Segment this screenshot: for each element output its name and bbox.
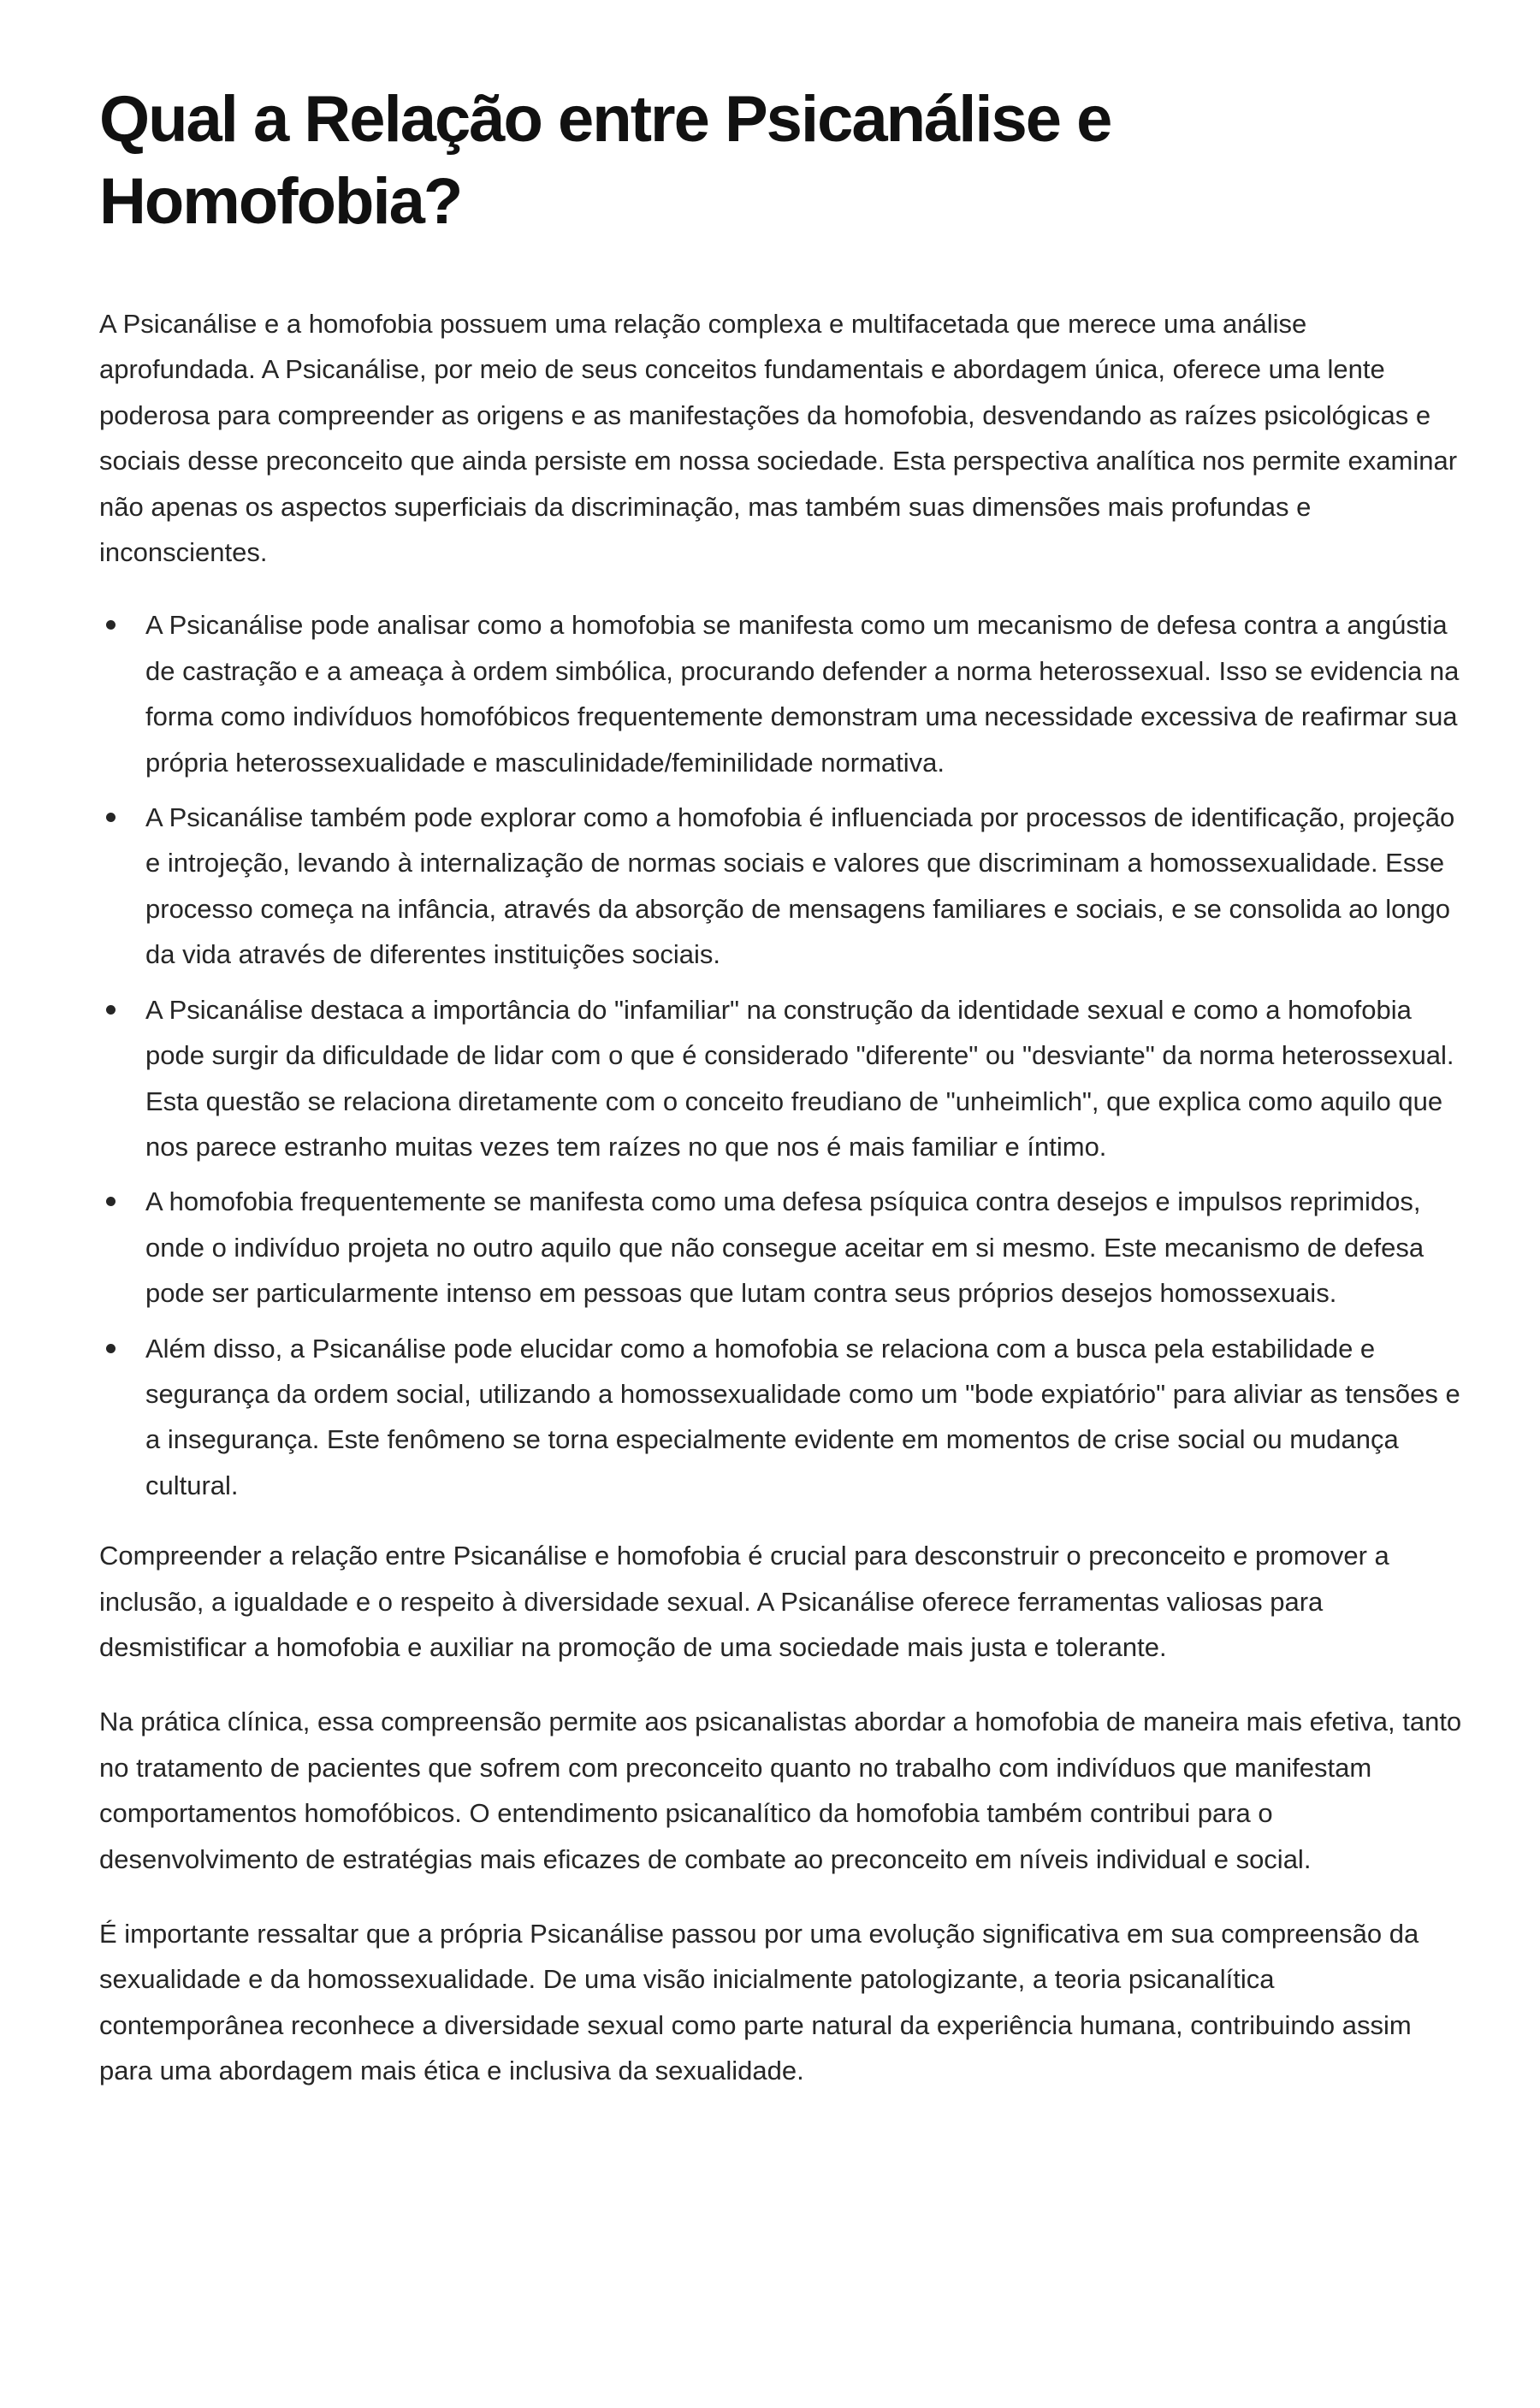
list-item: [99, 1179, 1463, 1316]
page-title: Qual a Relação entre Psicanálise e Homofobia?: [99, 83, 1111, 238]
bullet-icon: [106, 1005, 116, 1015]
list-item-text: A Psicanálise destaca a importância do "infamiliar" na construção da identidade sexual e como a homofobia pode surgir da dificuldade de lidar com o que é considerado "diferente" ou "desviante" da norma heterossexual. Esta questão se relaciona diretamente com o conceito freudiano de "unheimlich", que explica como aquilo que nos parece estranho muitas vezes tem raízes no que nos é mais familiar e íntimo.: [145, 994, 1454, 1162]
body-paragraph: Compreender a relação entre Psicanálise e homofobia é crucial para desconstruir o preconceito e promover a inclusão, a igualdade e o respeito à diversidade sexual. A Psicanálise oferece ferramentas valiosas para desmistificar a homofobia e auxiliar na promoção de uma sociedade mais justa e tolerante.: [99, 1541, 1389, 1662]
list-item: [99, 1326, 1463, 1509]
bullet-list: [99, 602, 1463, 1508]
bullet-icon: [106, 1344, 116, 1353]
intro-paragraph: A Psicanálise e a homofobia possuem uma relação complexa e multifacetada que merece uma análise aprofundada. A Psicanálise, por meio de seus conceitos fundamentais e abordagem única, oferece uma lente poderosa para compreender as origens e as manifestações da homofobia, desvendando as raízes psicológicas e sociais desse preconceito que ainda persiste em nossa sociedade. Esta perspectiva analítica nos permite examinar não apenas os aspectos superficiais da discriminação, mas também suas dimensões mais profundas e inconscientes.: [99, 309, 1458, 568]
bullet-icon: [106, 620, 116, 630]
list-item: [99, 602, 1463, 785]
list-item: [99, 987, 1463, 1170]
bullet-icon: [106, 813, 116, 822]
list-item-text: A homofobia frequentemente se manifesta como uma defesa psíquica contra desejos e impulsos reprimidos, onde o indivíduo projeta no outro aquilo que não consegue aceitar em si mesmo. Este mecanismo de defesa pode ser particularmente intenso em pessoas que lutam contra seus próprios desejos homossexuais.: [145, 1186, 1424, 1309]
body-paragraph: É importante ressaltar que a própria Psicanálise passou por uma evolução significativa em sua compreensão da sexualidade e da homossexualidade. De uma visão inicialmente patologizante, a teoria psicanalítica contemporânea reconhece a diversidade sexual como parte natural da experiência humana, contribuindo assim para uma abordagem mais ética e inclusiva da sexualidade.: [99, 1919, 1419, 2086]
body-paragraph: Na prática clínica, essa compreensão permite aos psicanalistas abordar a homofobia de maneira mais efetiva, tanto no tratamento de pacientes que sofrem com preconceito quanto no trabalho com indivíduos que manifestam comportamentos homofóbicos. O entendimento psicanalítico da homofobia também contribui para o desenvolvimento de estratégias mais eficazes de combate ao preconceito em níveis individual e social.: [99, 1707, 1462, 1874]
list-item-text: A Psicanálise também pode explorar como a homofobia é influenciada por processos de identificação, projeção e introjeção, levando à internalização de normas sociais e valores que discriminam a homossexualidade. Esse processo começa na infância, através da absorção de mensagens familiares e sociais, e se consolida ao longo da vida através de diferentes instituições sociais.: [145, 802, 1455, 970]
bullet-icon: [106, 1197, 116, 1206]
list-item-text: A Psicanálise pode analisar como a homofobia se manifesta como um mecanismo de defesa contra a angústia de castração e a ameaça à ordem simbólica, procurando defender a norma heterossexual. Isso se evidencia na forma como indivíduos homofóbicos frequentemente demonstram uma necessidade excessiva de reafirmar sua própria heterossexualidade e masculinidade/feminilidade normativa.: [145, 610, 1460, 778]
list-item-text: Além disso, a Psicanálise pode elucidar como a homofobia se relaciona com a busca pela estabilidade e segurança da ordem social, utilizando a homossexualidade como um "bode expiatório" para aliviar as tensões e a insegurança. Este fenômeno se torna especialmente evidente em momentos de crise social ou mudança cultural.: [145, 1333, 1460, 1500]
list-item: [99, 795, 1463, 978]
article: [99, 79, 1463, 2094]
